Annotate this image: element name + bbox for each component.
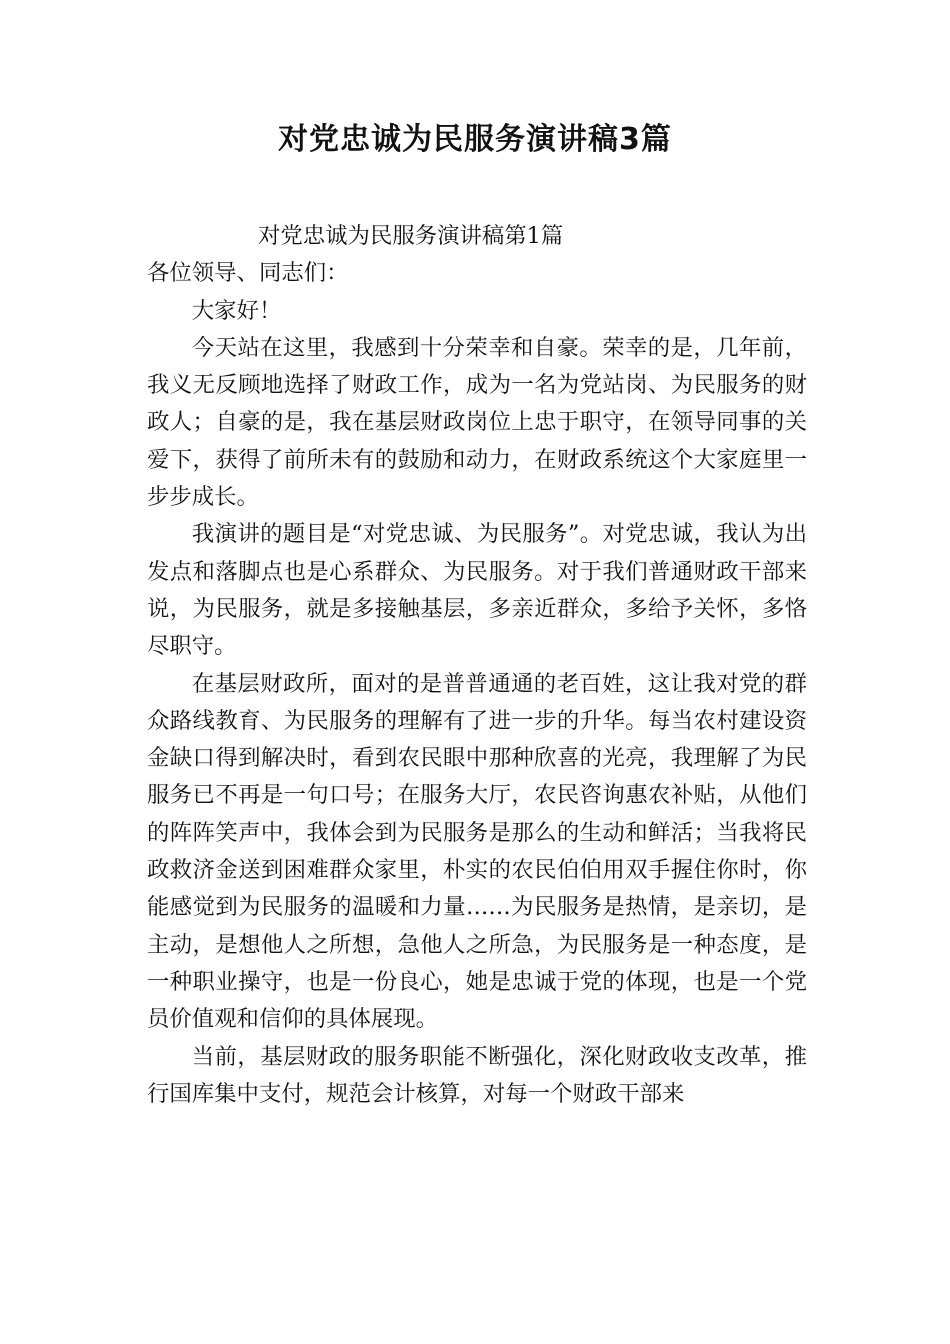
paragraph: 在基层财政所，面对的是普普通通的老百姓，这让我对党的群众路线教育、为民服务的理解有了进一步的升华。每当农村建设资金缺口得到解决时，看到农民眼中那种欣喜的光亮，我理解了为民服务已不再是一句口号；在服务大厅，农民咨询惠农补贴，从他们的阵阵笑声中，我体会到为民服务是那么的生动和鲜活；当我将民政救济金送到困难群众家里，朴实的农民伯伯用双手握住你时，你能感觉到为民服务的温暖和力量……为民服务是热情，是亲切，是主动，是想他人之所想，急他人之所急，为民服务是一种态度，是一种职业操守，也是一份良心，她是忠诚于党的体现，也是一个党员价值观和信仰的具体展现。 — [147, 670, 807, 1033]
document-title: 对党忠诚为民服务演讲稿3篇 — [278, 122, 672, 157]
greeting: 大家好！ — [191, 297, 282, 324]
paragraph: 今天站在这里，我感到十分荣幸和自豪。荣幸的是，几年前，我义无反顾地选择了财政工作，成为一名为党站岗、为民服务的财政人；自豪的是，我在基层财政岗位上忠于职守，在领导同事的关爱下，获得了前所未有的鼓励和动力，在财政系统这个大家庭里一步步成长。 — [147, 334, 807, 511]
paragraph: 我演讲的题目是“对党忠诚、为民服务”。对党忠诚，我认为出发点和落脚点也是心系群众、为民服务。对于我们普通财政干部来说，为民服务，就是多接触基层，多亲近群众，多给予关怀，多恪尽职守。 — [147, 521, 807, 660]
document-body — [147, 218, 807, 1113]
salutation: 各位领导、同志们： — [147, 260, 349, 287]
paragraph: 当前，基层财政的服务职能不断强化，深化财政收支改革，推行国库集中支付，规范会计核算，对每一个财政干部来 — [147, 1043, 807, 1107]
section-heading: 对党忠诚为民服务演讲稿第1篇 — [258, 223, 564, 249]
